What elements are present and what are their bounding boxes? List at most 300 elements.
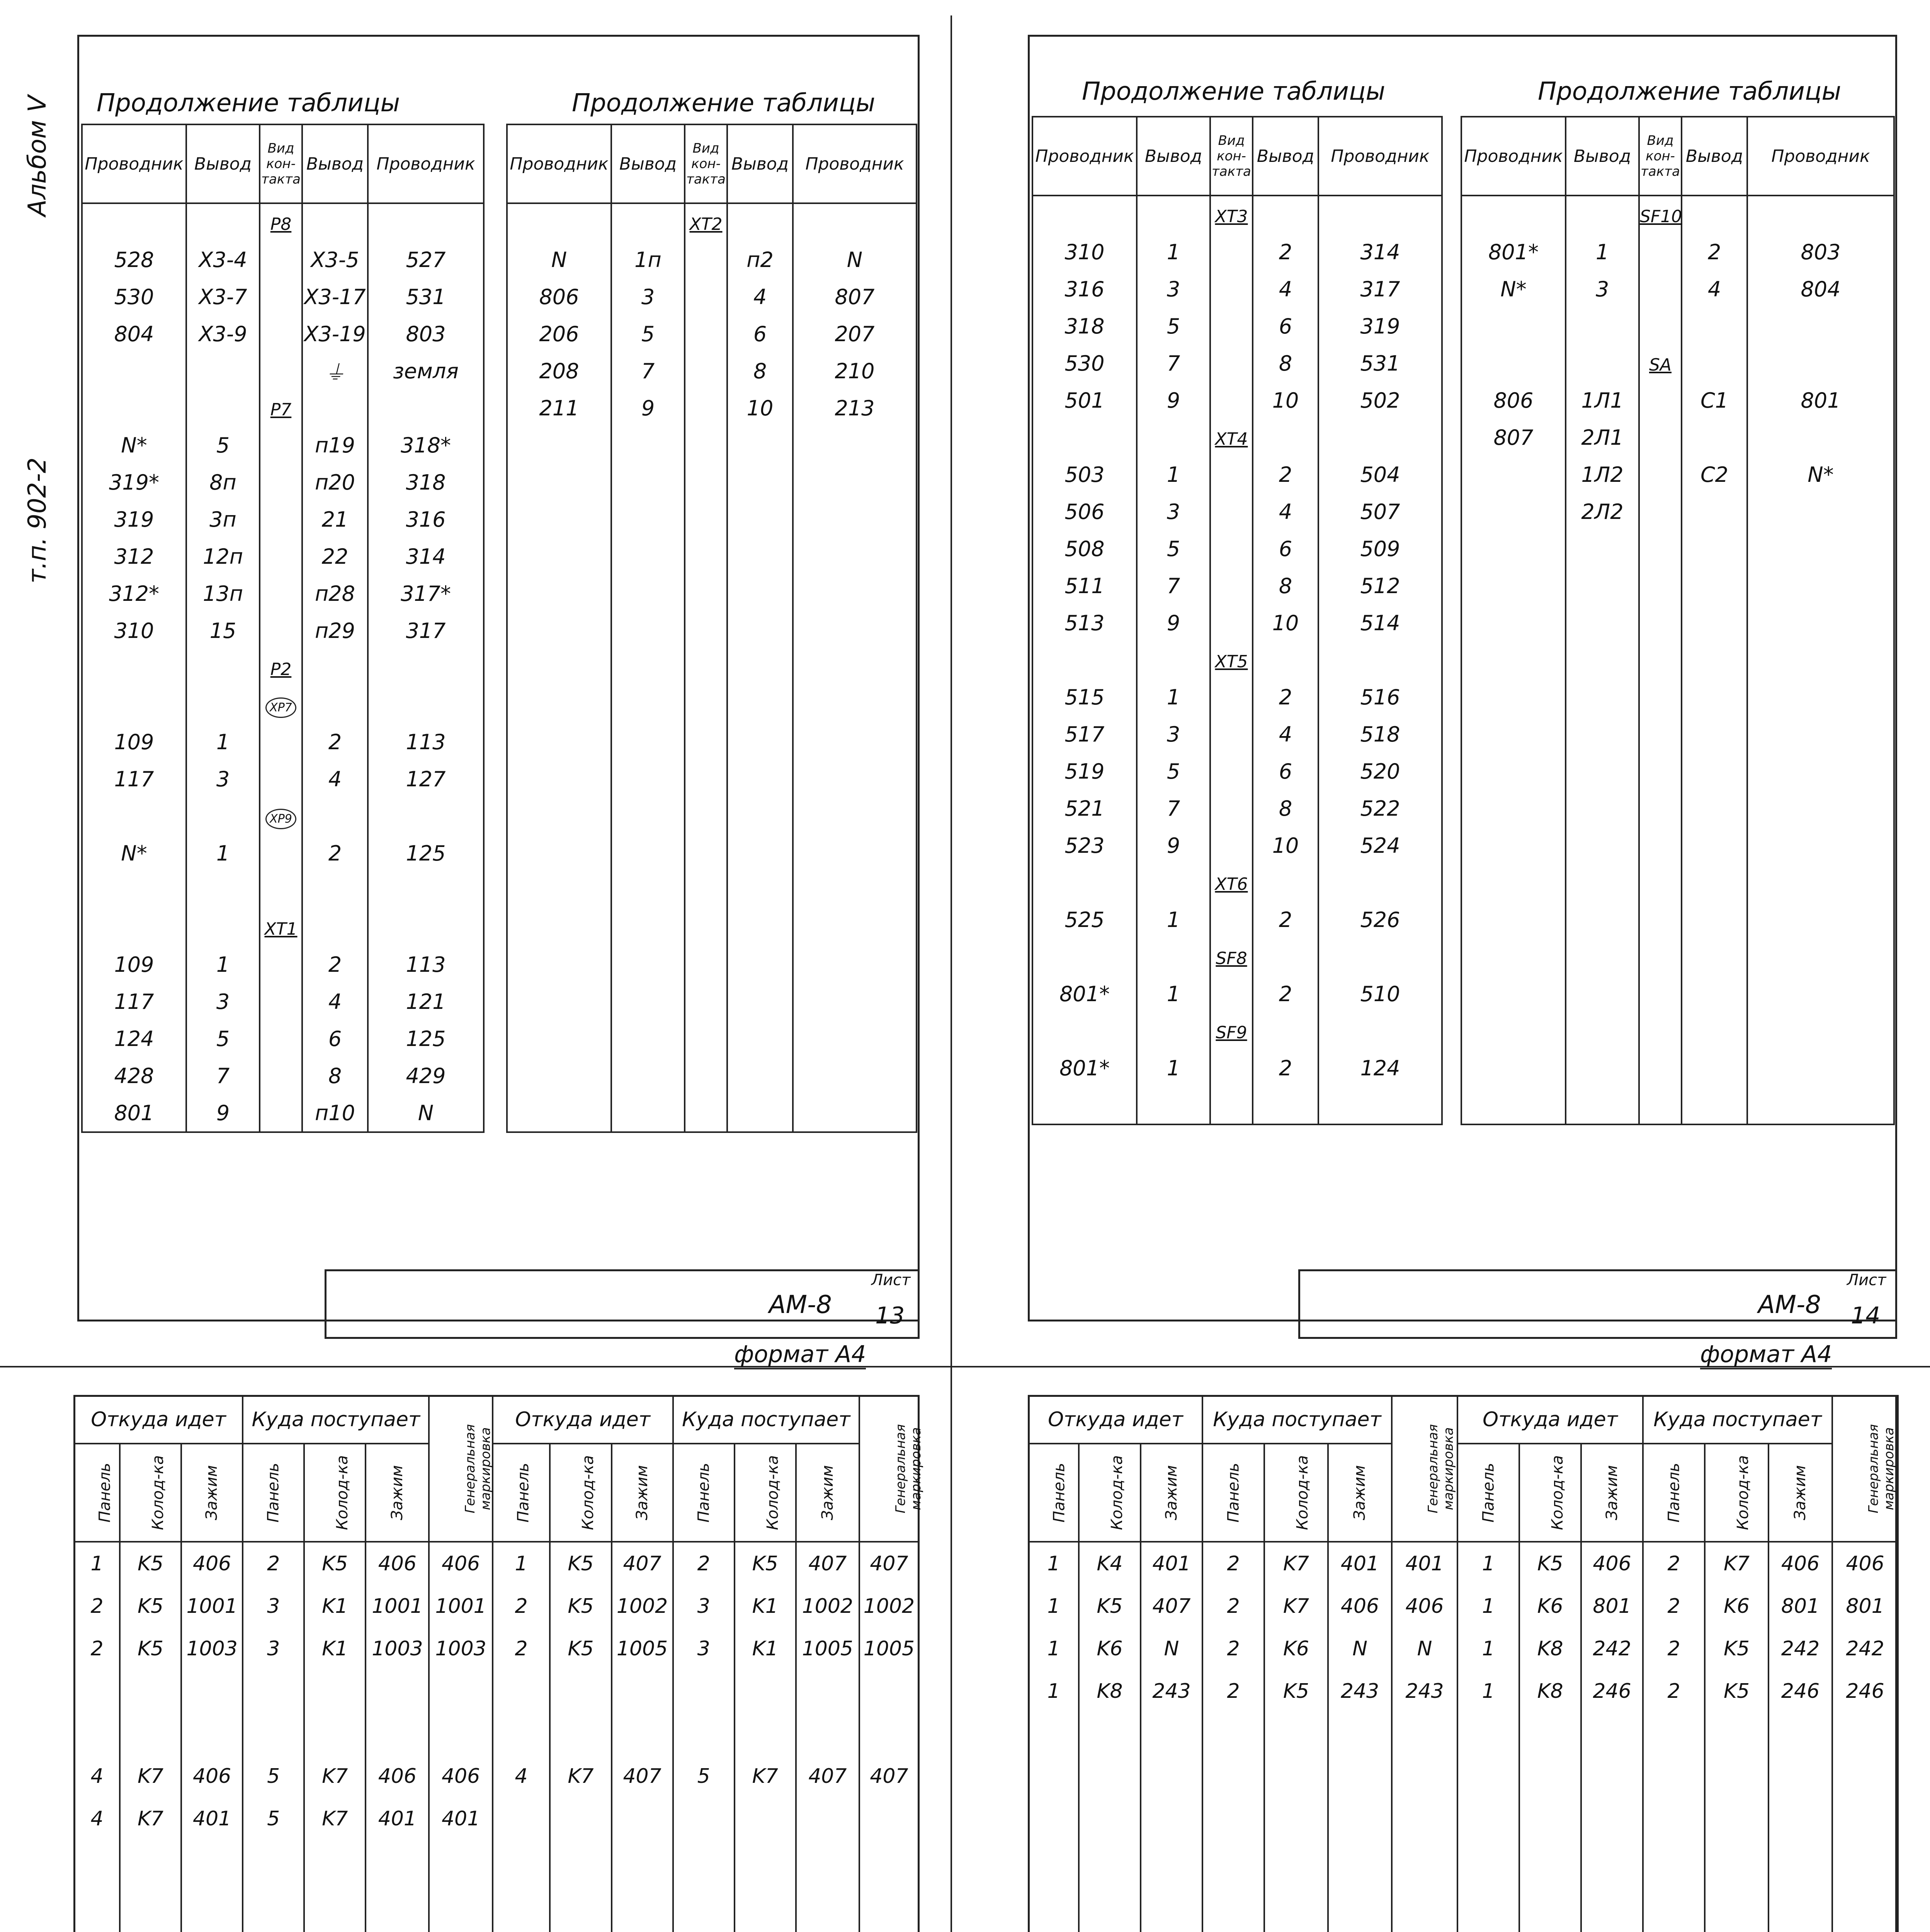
table-cell: 406 (1392, 1585, 1457, 1628)
table-cell (550, 1798, 611, 1840)
table-cell (1747, 864, 1894, 901)
table-cell (429, 1670, 492, 1713)
table-cell: 1 (1029, 1542, 1079, 1585)
table-cell: 5 (673, 1755, 735, 1798)
table-cell (1318, 419, 1442, 456)
table-row (1461, 270, 1894, 308)
table-row (82, 575, 484, 612)
table-cell (260, 538, 302, 575)
panel-label: Панель (264, 1463, 282, 1523)
table-cell: 4 (493, 1755, 550, 1798)
table-cell (611, 798, 685, 835)
sub-header-clamp (796, 1444, 859, 1542)
table-cell (1137, 1087, 1210, 1124)
table-cell: K7 (1705, 1542, 1768, 1585)
table-cell (1566, 901, 1639, 938)
sub-header-box (550, 1444, 611, 1542)
table-cell (1141, 1713, 1202, 1932)
table-cell: X3-4 (186, 241, 260, 278)
table-cell (611, 538, 685, 575)
table-cell (727, 203, 793, 241)
sheet-14-right-table (1461, 116, 1895, 1125)
table-cell (611, 1094, 685, 1132)
table-row (82, 946, 484, 983)
table-cell: п10 (302, 1094, 368, 1132)
sheet-13-sheet-label: Лист (871, 1271, 911, 1289)
table-cell (727, 1094, 793, 1132)
table-row (1032, 716, 1442, 753)
table-cell: 801 (1581, 1585, 1643, 1628)
table-cell: 206 (507, 315, 611, 352)
table-cell: 4 (1253, 716, 1318, 753)
table-row (507, 872, 917, 909)
table-cell: 506 (1032, 493, 1137, 530)
table-cell: 319* (82, 464, 186, 501)
table-cell (793, 723, 917, 760)
table-cell (1566, 345, 1639, 382)
sub-header-panel (1202, 1444, 1264, 1542)
col-header-1: Вывод (1137, 117, 1210, 196)
contact-tag: XT1 (264, 919, 298, 939)
table-cell (1461, 530, 1566, 567)
table-cell (1566, 1087, 1639, 1124)
group-header-to: Куда поступает (673, 1396, 859, 1444)
table-cell (1747, 790, 1894, 827)
general-marking-label: Генеральная маркировка (463, 1424, 494, 1513)
table-cell (611, 872, 685, 909)
table-cell: 113 (368, 723, 484, 760)
table-cell (1210, 196, 1253, 233)
table-cell (793, 983, 917, 1020)
group-header-general (859, 1396, 924, 1542)
table-cell (368, 686, 484, 723)
sub-header-panel (673, 1444, 735, 1542)
table-cell: 2 (1643, 1585, 1705, 1628)
table-cell (1639, 827, 1682, 864)
table-cell (1461, 827, 1566, 864)
table-cell: 15 (186, 612, 260, 649)
group-header-to: Куда поступает (1643, 1396, 1832, 1444)
table-cell (611, 723, 685, 760)
table-cell (796, 1798, 859, 1840)
table-row (74, 1713, 919, 1755)
table-cell: 528 (82, 241, 186, 278)
table-cell (493, 1670, 550, 1713)
table-cell (1318, 1012, 1442, 1049)
table-row (1461, 641, 1894, 679)
table-cell: 517 (1032, 716, 1137, 753)
table-cell (1747, 641, 1894, 679)
table-cell (1566, 308, 1639, 345)
table-row (74, 1798, 919, 1840)
table-cell: 208 (507, 352, 611, 389)
table-cell: 317 (1318, 270, 1442, 308)
table-cell (685, 315, 727, 352)
table-cell: 807 (793, 278, 917, 315)
table-cell: 508 (1032, 530, 1137, 567)
table-cell: ⏚ (302, 352, 368, 389)
table-cell (727, 872, 793, 909)
table-cell (1682, 493, 1747, 530)
table-cell: K8 (1079, 1670, 1141, 1713)
table-cell: K5 (120, 1585, 181, 1628)
table-cell: 1 (1457, 1585, 1519, 1628)
table-cell (1639, 456, 1682, 493)
table-cell: 1 (493, 1542, 550, 1585)
general-marking-label: Генеральная маркировка (1425, 1424, 1457, 1513)
table-cell: 8п (186, 464, 260, 501)
table-cell: 531 (368, 278, 484, 315)
sheet-14-left-table (1032, 116, 1443, 1125)
table-cell (727, 464, 793, 501)
group-header-from: Откуда идет (1029, 1396, 1202, 1444)
table-cell: 407 (612, 1755, 673, 1798)
table-cell: 4 (1253, 493, 1318, 530)
table-row (1032, 641, 1442, 679)
table-row (507, 352, 917, 389)
table-cell (260, 612, 302, 649)
table-cell: 13п (186, 575, 260, 612)
table-cell (260, 1057, 302, 1094)
table-cell (1392, 1713, 1457, 1932)
table-cell (1747, 938, 1894, 975)
table-row (507, 538, 917, 575)
table-cell (429, 1840, 492, 1932)
table-row (1461, 938, 1894, 975)
table-cell: N (368, 1094, 484, 1132)
table-cell: 207 (793, 315, 917, 352)
table-cell: 531 (1318, 345, 1442, 382)
table-cell (550, 1670, 611, 1713)
table-row (82, 723, 484, 760)
table-cell: 3п (186, 501, 260, 538)
contact-tag: SA (1649, 355, 1672, 375)
contact-tag: P8 (270, 214, 292, 234)
table-cell (685, 203, 727, 241)
table-cell: K5 (1705, 1670, 1768, 1713)
table-cell (685, 835, 727, 872)
table-cell (612, 1713, 673, 1755)
table-cell: 2 (1202, 1628, 1264, 1670)
table-row (1032, 530, 1442, 567)
table-cell: 1003 (181, 1628, 243, 1670)
table-cell (685, 464, 727, 501)
table-cell: 1 (186, 723, 260, 760)
table-cell: 312* (82, 575, 186, 612)
table-cell (1253, 641, 1318, 679)
table-row (1032, 345, 1442, 382)
table-cell (793, 946, 917, 983)
table-cell (1682, 345, 1747, 382)
table-cell (796, 1713, 859, 1755)
table-cell (507, 835, 611, 872)
table-cell: 2 (673, 1542, 735, 1585)
table-row (82, 798, 484, 835)
table-cell (82, 909, 186, 946)
table-cell (243, 1713, 304, 1755)
table-row (1032, 679, 1442, 716)
table-row (507, 649, 917, 686)
table-row (507, 983, 917, 1020)
table-cell: 2 (74, 1628, 120, 1670)
table-cell (796, 1670, 859, 1713)
table-cell: 507 (1318, 493, 1442, 530)
table-cell: 6 (1253, 530, 1318, 567)
table-cell: 12п (186, 538, 260, 575)
table-cell: 4 (302, 983, 368, 1020)
table-cell (368, 909, 484, 946)
table-cell (1461, 493, 1566, 530)
table-cell (260, 649, 302, 686)
table-cell (82, 686, 186, 723)
table-cell: K7 (304, 1755, 366, 1798)
table-cell: 10 (1253, 382, 1318, 419)
table-row (74, 1542, 919, 1585)
table-cell (1032, 938, 1137, 975)
table-cell (1639, 493, 1682, 530)
table-cell: 5 (186, 1020, 260, 1057)
em39-connection-table (73, 1395, 924, 1932)
table-cell: 314 (368, 538, 484, 575)
table-cell: K5 (735, 1542, 796, 1585)
table-cell: 1005 (859, 1628, 919, 1670)
table-cell (727, 612, 793, 649)
table-cell (685, 501, 727, 538)
table-row (507, 686, 917, 723)
table-cell: 318 (368, 464, 484, 501)
table-cell (1682, 753, 1747, 790)
table-cell (727, 1020, 793, 1057)
table-cell: 312 (82, 538, 186, 575)
table-cell: 801 (82, 1094, 186, 1132)
table-cell (1210, 1087, 1253, 1124)
table-row (1032, 567, 1442, 604)
table-cell (1461, 938, 1566, 975)
table-cell: 1002 (796, 1585, 859, 1628)
table-row (1032, 419, 1442, 456)
sub-header-panel (243, 1444, 304, 1542)
table-cell (507, 464, 611, 501)
table-cell (507, 612, 611, 649)
table-cell (1210, 938, 1253, 975)
table-cell: K6 (1519, 1585, 1581, 1628)
table-cell: 406 (181, 1542, 243, 1585)
table-cell (685, 983, 727, 1020)
table-cell (685, 389, 727, 427)
table-cell (1639, 790, 1682, 827)
table-cell (1264, 1713, 1328, 1932)
table-row (1032, 382, 1442, 419)
table-cell: 318* (368, 427, 484, 464)
table-cell (366, 1840, 429, 1932)
table-cell (611, 983, 685, 1020)
table-cell (1318, 938, 1442, 975)
table-cell: 407 (796, 1542, 859, 1585)
table-cell: 406 (1768, 1542, 1832, 1585)
table-cell (612, 1670, 673, 1713)
table-cell: 319 (1318, 308, 1442, 345)
table-cell: 2Л1 (1566, 419, 1639, 456)
table-cell: 243 (1392, 1670, 1457, 1713)
table-cell (186, 389, 260, 427)
sub-header-panel (493, 1444, 550, 1542)
table-row (1461, 864, 1894, 901)
table-cell: 22 (302, 538, 368, 575)
table-cell: 1 (1457, 1628, 1519, 1670)
table-cell (793, 649, 917, 686)
table-cell: 406 (1328, 1585, 1392, 1628)
table-cell (1210, 716, 1253, 753)
sub-header-box (304, 1444, 366, 1542)
table-cell (1747, 1049, 1894, 1087)
table-cell (1747, 308, 1894, 345)
table-cell (727, 798, 793, 835)
table-cell: 2 (302, 835, 368, 872)
table-cell (507, 760, 611, 798)
box-label: Колод-ка (1548, 1455, 1566, 1530)
sheet-14-sheet-label: Лист (1847, 1271, 1886, 1289)
table-cell: 503 (1032, 456, 1137, 493)
table-cell (793, 686, 917, 723)
table-cell (1639, 753, 1682, 790)
table-cell: K5 (1264, 1670, 1328, 1713)
series-label: т.п. 902-2 (23, 457, 52, 583)
table-cell (1457, 1713, 1519, 1932)
table-cell: 2 (243, 1542, 304, 1585)
table-row (507, 315, 917, 352)
table-cell (120, 1713, 181, 1755)
table-cell: 407 (1141, 1585, 1202, 1628)
table-cell (1682, 419, 1747, 456)
contact-tag: XT4 (1215, 429, 1248, 449)
table-cell (1566, 790, 1639, 827)
table-cell: 407 (859, 1542, 919, 1585)
table-cell (260, 501, 302, 538)
table-cell: 5 (186, 427, 260, 464)
clamp-label: Зажим (1163, 1465, 1180, 1520)
table-cell: 401 (366, 1798, 429, 1840)
table-cell: 1 (1137, 679, 1210, 716)
group-header-to: Куда поступает (1202, 1396, 1392, 1444)
col-header-2: Вид кон-такта (1210, 117, 1253, 196)
table-cell: 3 (243, 1628, 304, 1670)
table-cell: 4 (1682, 270, 1747, 308)
table-cell (1032, 864, 1137, 901)
table-cell: 806 (507, 278, 611, 315)
table-cell: K7 (1264, 1585, 1328, 1628)
table-cell (1566, 196, 1639, 233)
table-cell (793, 464, 917, 501)
table-cell: K1 (735, 1585, 796, 1628)
table-cell: K7 (120, 1798, 181, 1840)
table-row (507, 501, 917, 538)
table-cell (727, 538, 793, 575)
table-cell (1705, 1713, 1768, 1932)
table-cell (1682, 679, 1747, 716)
table-cell (302, 872, 368, 909)
table-cell (611, 575, 685, 612)
contact-tag: XT5 (1215, 651, 1248, 672)
table-cell (1747, 901, 1894, 938)
table-row (82, 427, 484, 464)
table-cell (1461, 790, 1566, 827)
table-filler-row (74, 1840, 919, 1932)
table-cell: K5 (1519, 1542, 1581, 1585)
table-cell (685, 946, 727, 983)
table-row (507, 723, 917, 760)
table-cell (1328, 1713, 1392, 1932)
table-cell (793, 798, 917, 835)
table-cell: 526 (1318, 901, 1442, 938)
clamp-label: Зажим (203, 1465, 221, 1520)
table-cell: 3 (186, 983, 260, 1020)
table-row (507, 464, 917, 501)
table-cell: 514 (1318, 604, 1442, 641)
contact-tag: P7 (270, 400, 292, 420)
table-cell (727, 649, 793, 686)
table-cell (304, 1670, 366, 1713)
table-cell: 1005 (612, 1628, 673, 1670)
middle-divider (0, 1366, 1930, 1367)
table-row (1032, 938, 1442, 975)
table-cell: 243 (1328, 1670, 1392, 1713)
table-cell: 2 (493, 1585, 550, 1628)
table-cell (1639, 419, 1682, 456)
table-row (507, 427, 917, 464)
table-cell: 1003 (429, 1628, 492, 1670)
contact-tag: XT3 (1215, 206, 1248, 226)
table-cell (243, 1840, 304, 1932)
table-cell (1566, 567, 1639, 604)
table-cell: 1 (186, 946, 260, 983)
table-cell: 3 (1137, 493, 1210, 530)
sheet-13-code: АМ-8 (769, 1291, 832, 1319)
table-cell: 2 (1253, 679, 1318, 716)
table-row (507, 389, 917, 427)
box-label: Колод-ка (333, 1455, 352, 1530)
table-cell (507, 946, 611, 983)
table-cell: 401 (1328, 1542, 1392, 1585)
table-cell (1210, 530, 1253, 567)
table-cell (1461, 753, 1566, 790)
table-row (82, 389, 484, 427)
table-cell (1639, 679, 1682, 716)
table-cell (735, 1713, 796, 1755)
table-cell (1079, 1713, 1141, 1932)
table-cell (507, 798, 611, 835)
group-header-general (1832, 1396, 1898, 1542)
table-cell: 3 (1137, 270, 1210, 308)
table-cell (507, 427, 611, 464)
table-cell (82, 872, 186, 909)
table-cell (368, 203, 484, 241)
table-cell: земля (368, 352, 484, 389)
table-cell (368, 798, 484, 835)
table-row (74, 1585, 919, 1628)
contact-tag: SF9 (1216, 1022, 1247, 1043)
table-cell: K5 (550, 1628, 611, 1670)
table-cell (793, 1020, 917, 1057)
table-cell (186, 686, 260, 723)
table-cell (1682, 530, 1747, 567)
table-row (1032, 493, 1442, 530)
table-cell: 124 (82, 1020, 186, 1057)
table-cell: 124 (1318, 1049, 1442, 1087)
table-row (82, 612, 484, 649)
table-cell (793, 1094, 917, 1132)
sheet-14-code: АМ-8 (1758, 1291, 1821, 1319)
clamp-label: Зажим (633, 1465, 651, 1520)
